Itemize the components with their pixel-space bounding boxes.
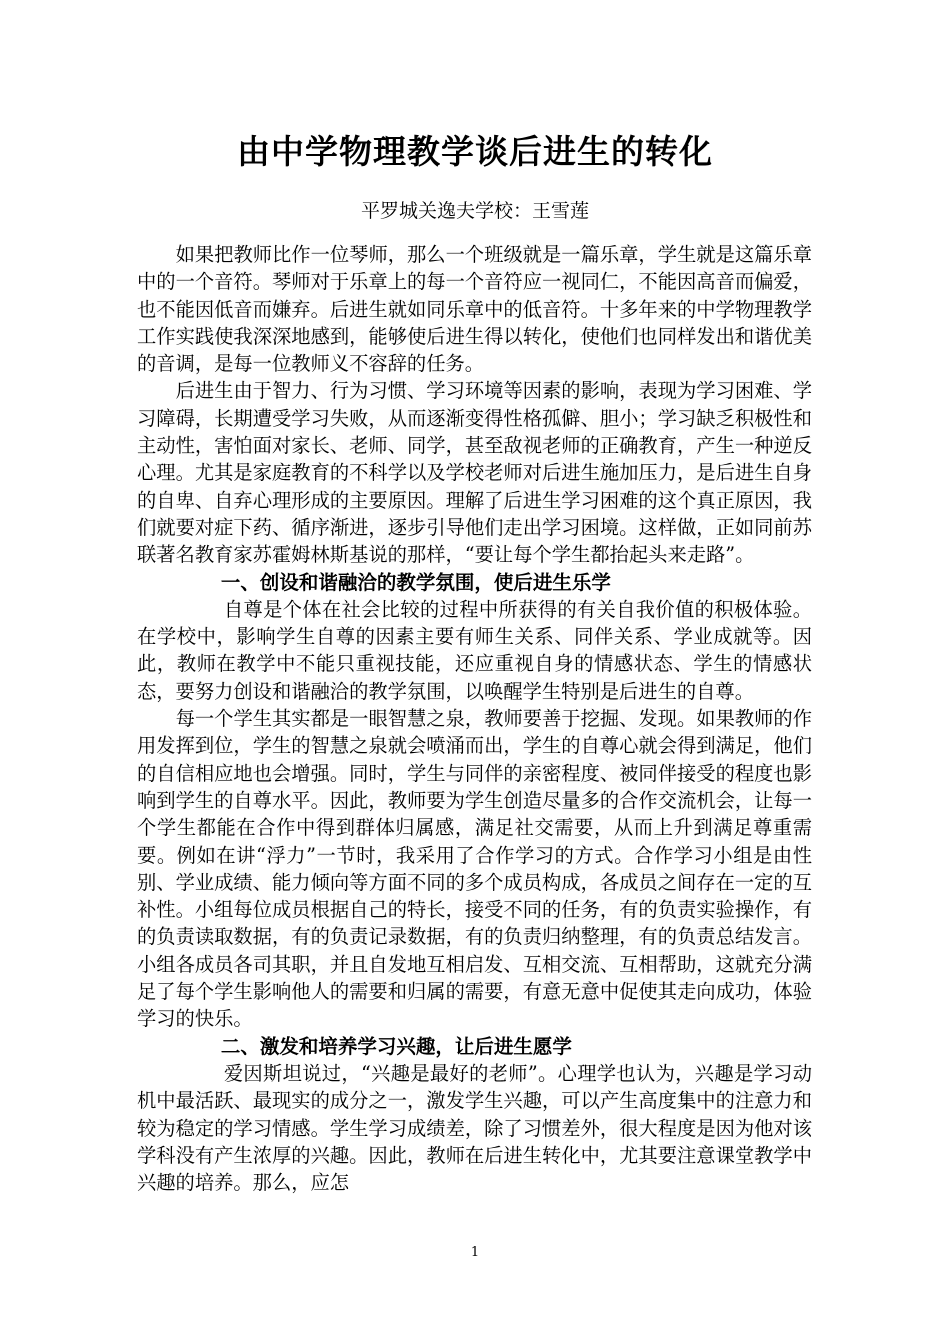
document-author: 平罗城关逸夫学校：王雪莲 xyxy=(360,200,589,222)
paragraph: 每一个学生其实都是一眼智慧之泉，教师要善于挖掘、发现。如果教师的作用发挥到位，学生的智慧之泉就会喷涌而出，学生的自尊心就会得到满足，他们的自信相应地也会增强。同时，学生与同伴的亲密程度、被同伴接受的程度也影响到学生的自尊水平。因此，教师要为学生创造尽量多的合作交流机会，让每一个学生都能在合作中得到群体归属感，满足社交需要，从而上升到满足尊重需要。例如在讲“浮力”一节时，我采用了合作学习的方式。合作学习小组是由性别、学业成绩、能力倾向等方面不同的多个成员构成，各成员之间存在一定的互补性。小组每位成员根据自己的特长，接受不同的任务，有的负责实验操作，有的负责读取数据，有的负责记录数据，有的负责归纳整理，有的负责总结发言。小组各成员各司其职，并且自发地互相启发、互相交流、互相帮助，这就充分满足了每个学生影响他人的需要和归属的需要，有意无意中促使其走向成功，体验学习的快乐。 xyxy=(137,707,812,1031)
paragraph: 如果把教师比作一位琴师，那么一个班级就是一篇乐章，学生就是这篇乐章中的一个音符。琴师对于乐章上的每一个音符应一视同仁，不能因高音而偏爱，也不能因低音而嫌弃。后进生就如同乐章中的低音符。十多年来的中学物理教学工作实践使我深深地感到，能够使后进生得以转化，使他们也同样发出和谐优美的音调，是每一位教师义不容辞的任务。 xyxy=(137,243,812,376)
paragraph: 自尊是个体在社会比较的过程中所获得的有关自我价值的积极体验。在学校中，影响学生自尊的因素主要有师生关系、同伴关系、学业成就等。因此，教师在教学中不能只重视技能，还应重视自身的情感状态、学生的情感状态，要努力创设和谐融洽的教学氛围，以唤醒学生特别是后进生的自尊。 xyxy=(137,597,812,703)
document-body xyxy=(137,241,812,1196)
document-title: 由中学物理教学谈后进生的转化 xyxy=(237,132,713,171)
paragraph: 爱因斯坦说过，“兴趣是最好的老师”。心理学也认为，兴趣是学习动机中最活跃、最现实的成分之一，激发学生兴趣，可以产生高度集中的注意力和较为稳定的学习情感。学生学习成绩差，除了习惯差外，很大程度是因为他对该学科没有产生浓厚的兴趣。因此，教师在后进生转化中，尤其要注意课堂教学中兴趣的培养。那么，应怎 xyxy=(137,1061,812,1195)
paragraph: 后进生由于智力、行为习惯、学习环境等因素的影响，表现为学习困难、学习障碍，长期遭受学习失败，从而逐渐变得性格孤僻、胆小；学习缺乏积极性和主动性，害怕面对家长、老师、同学，甚至敌视老师的正确教育，产生一种逆反心理。尤其是家庭教育的不科学以及学校老师对后进生施加压力，是后进生自身的自卑、自弃心理形成的主要原因。理解了后进生学习困难的这个真正原因，我们就要对症下药、循序渐进，逐步引导他们走出学习困境。这样做，正如同前苏联著名教育家苏霍姆林斯基说的那样，“要让每个学生都抬起头来走路”。 xyxy=(137,379,812,567)
section-heading-1: 一、创设和谐融洽的教学氛围，使后进生乐学 xyxy=(220,570,611,594)
page-number: 1 xyxy=(470,1245,480,1260)
section-heading-2: 二、激发和培养学习兴趣，让后进生愿学 xyxy=(220,1034,572,1058)
